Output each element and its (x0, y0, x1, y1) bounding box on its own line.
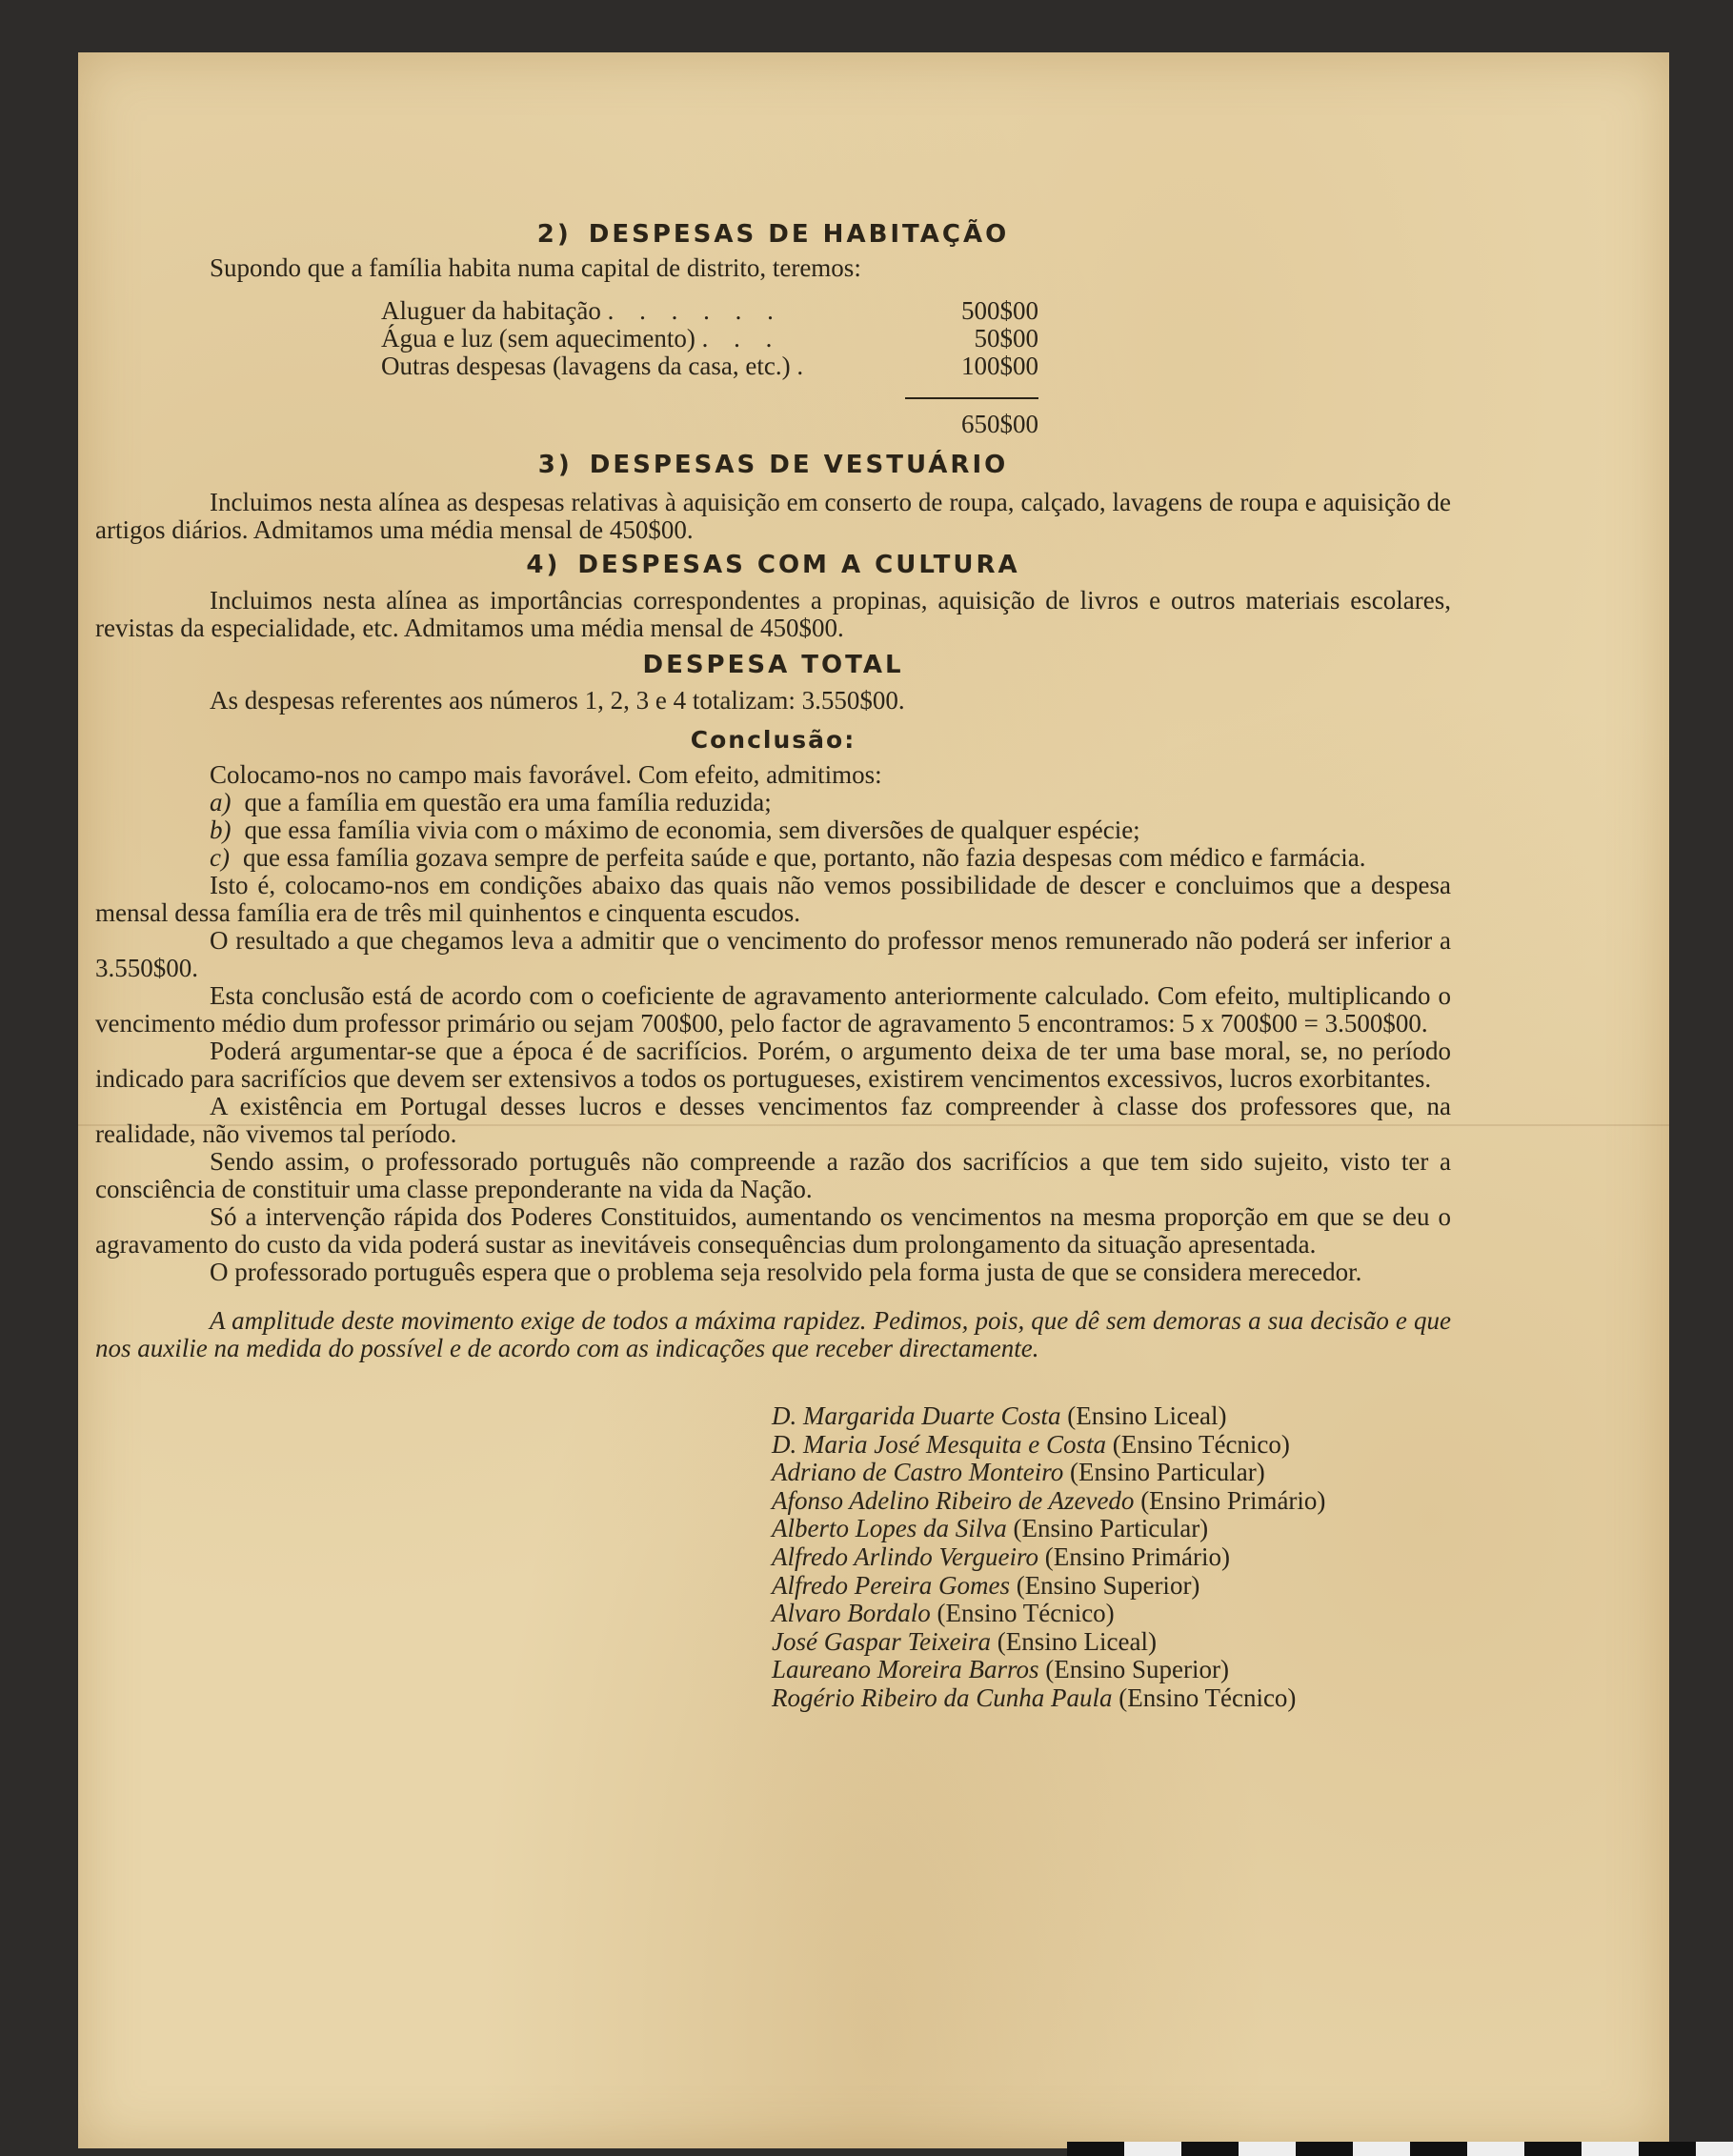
section-title: DESPESAS COM A CULTURA (577, 551, 1020, 579)
signatory: Adriano de Castro Monteiro (Ensino Particular) (772, 1458, 1265, 1487)
section-title: DESPESAS DE VESTUÁRIO (589, 451, 1009, 479)
table-row (381, 353, 1038, 380)
table-row (381, 297, 1038, 325)
total-heading: DESPESA TOTAL (642, 651, 904, 679)
cost-label: Aluguer da habitação . . . . . . (381, 296, 783, 325)
conclusion-intro: Colocamo-nos no campo mais favorável. Com efeito, admitimos: (210, 760, 882, 789)
signatory: D. Maria José Mesquita e Costa (Ensino Técnico) (772, 1429, 1290, 1459)
list-item: a) que a família em questão era uma família reduzida; (210, 788, 772, 816)
signatory: Alfredo Pereira Gomes (Ensino Superior) (772, 1570, 1200, 1600)
conclusion-paragraph: Isto é, colocamo-nos em condições abaixo das quais não vemos possibilidade de descer e concluimos que a despesa mensal dessa família era de três mil quinhentos e cinquenta escudos. (95, 871, 1451, 927)
signatory: D. Margarida Duarte Costa (Ensino Liceal) (772, 1401, 1227, 1430)
conclusion-paragraph: Esta conclusão está de acordo com o coeficiente de agravamento anteriormente calculado. Com efeito, multiplicando o vencimento médio dum professor primário ou sejam 700$00, pelo factor de agravamento 5 encontramos: 5 x 700$00 = 3.500$00. (95, 981, 1451, 1038)
conclusion-paragraph: O resultado a que chegamos leva a admitir que o vencimento do professor menos remunerado não poderá ser inferior a 3.550$00. (95, 926, 1451, 982)
total-text: As despesas referentes aos números 1, 2, 3 e 4 totalizam: 3.550$00. (210, 686, 905, 715)
signatory: Afonso Adelino Ribeiro de Azevedo (Ensino Primário) (772, 1485, 1326, 1515)
cost-amount: 100$00 (961, 352, 1038, 380)
cost-label: Outras despesas (lavagens da casa, etc.) . (381, 352, 814, 380)
section-number: 3) (537, 451, 573, 479)
document-content (95, 221, 1451, 1713)
habitacao-cost-table (381, 297, 1038, 380)
signatory: José Gaspar Teixeira (Ensino Liceal) (772, 1626, 1157, 1656)
table-row (381, 325, 1038, 353)
section-number: 4) (526, 551, 561, 579)
section-heading-habitacao (95, 221, 1451, 249)
conclusion-heading: Conclusão: (690, 726, 856, 754)
conclusion-paragraph: Poderá argumentar-se que a época é de sacrifícios. Porém, o argumento deixa de ter uma base moral, se, no período indicado para sacrifícios que devem ser extensivos a todos os portugueses, existirem vencimentos excessivos, lucros exorbitantes. (95, 1037, 1451, 1093)
signatory: Laureano Moreira Barros (Ensino Superior) (772, 1655, 1229, 1684)
list-item: b) que essa família vivia com o máximo de economia, sem diversões de qualquer espécie; (210, 816, 1140, 844)
section-heading-cultura (95, 552, 1451, 579)
habitacao-intro: Supondo que a família habita numa capital de distrito, teremos: (210, 253, 861, 282)
list-item: c) que essa família gozava sempre de perfeita saúde e que, portanto, não fazia despesas com médico e farmácia. (210, 843, 1366, 872)
conclusion-paragraph: Sendo assim, o professorado português não compreende a razão dos sacrifícios a que tem sido sujeito, visto ter a consciência de constituir uma classe preponderante na vida da Nação. (95, 1147, 1451, 1203)
conclusion-paragraph: A existência em Portugal desses lucros e desses vencimentos faz compreender à classe dos professores que, na realidade, não vivemos tal período. (95, 1092, 1451, 1148)
cost-amount: 50$00 (974, 324, 1038, 353)
scan-scale-ruler (1067, 2142, 1733, 2156)
signatories-list (772, 1402, 1451, 1713)
appeal-text: A amplitude deste movimento exige de todos a máxima rapidez. Pedimos, pois, que dê sem demoras a sua decisão e que nos auxilie na medida do possível e de acordo com as indicações que receber directamente. (95, 1306, 1451, 1362)
section-title: DESPESAS DE HABITAÇÃO (588, 220, 1010, 249)
signatory: Alfredo Arlindo Vergueiro (Ensino Primário) (772, 1541, 1230, 1571)
signatory: Alvaro Bordalo (Ensino Técnico) (772, 1599, 1115, 1628)
signatory: Rogério Ribeiro da Cunha Paula (Ensino Técnico) (772, 1682, 1297, 1712)
section-heading-vestuario (95, 452, 1451, 479)
conclusion-paragraph: O professorado português espera que o problema seja resolvido pela forma justa de que se considera merecedor. (210, 1258, 1362, 1286)
cultura-text: Incluimos nesta alínea as importâncias correspondentes a propinas, aquisição de livros e outros materiais escolares, revistas da especialidade, etc. Admitamos uma média mensal de 450$00. (95, 586, 1451, 642)
conclusion-paragraph: Só a intervenção rápida dos Poderes Constituidos, aumentando os vencimentos na mesma proporção em que se deu o agravamento do custo da vida poderá sustar as inevitáveis consequências dum prolongamento da situação apresentada. (95, 1202, 1451, 1259)
cost-amount: 500$00 (961, 296, 1038, 325)
cost-label: Água e luz (sem aquecimento) . . . (381, 324, 782, 353)
section-number: 2) (536, 220, 572, 249)
vestuario-text: Incluimos nesta alínea as despesas relativas à aquisição em conserto de roupa, calçado, lavagens de roupa e aquisição de artigos diários. Admitamos uma média mensal de 450$00. (95, 488, 1451, 544)
habitacao-total: 650$00 (905, 397, 1038, 438)
signatory: Alberto Lopes da Silva (Ensino Particular) (772, 1514, 1209, 1543)
